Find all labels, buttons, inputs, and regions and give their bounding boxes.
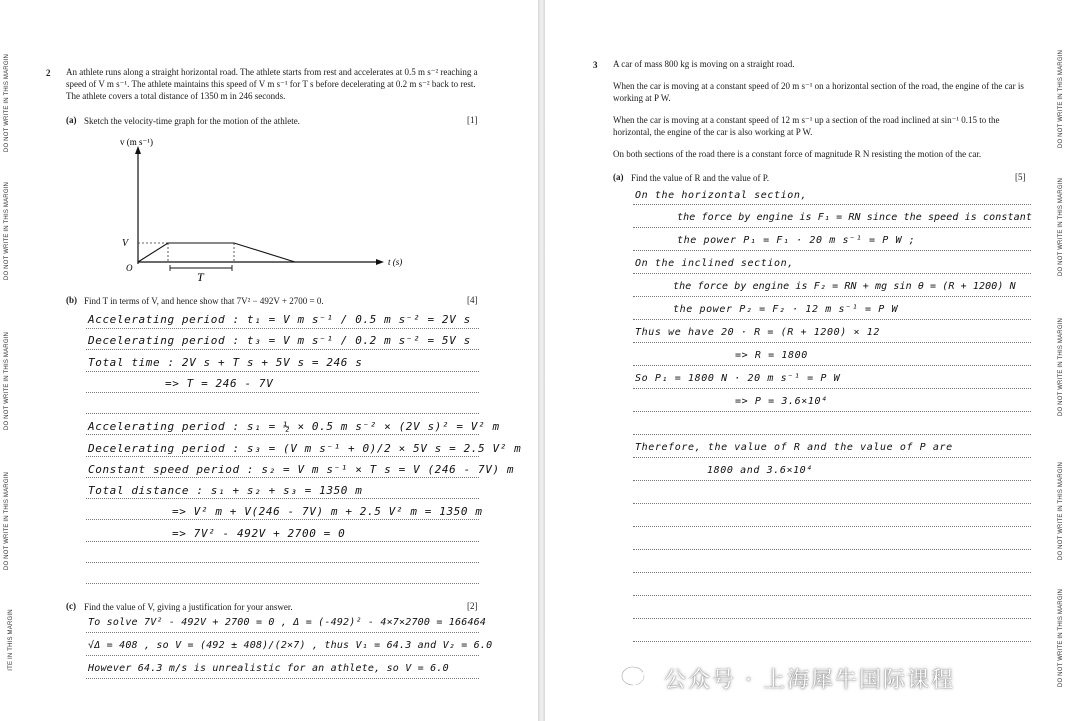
wechat-icon xyxy=(620,664,654,692)
marks: [5] xyxy=(1015,172,1026,182)
velocity-line xyxy=(138,243,295,262)
answer-line: => T = 246 - 7V xyxy=(165,377,274,390)
exam-page-left xyxy=(0,0,538,721)
answer-line: Decelerating period : t₃ = V m s⁻¹ / 0.2 m s⁻² = 5V s xyxy=(88,334,471,347)
page-gutter xyxy=(538,0,545,721)
part-a-text: Sketch the velocity-time graph for the motion of the athlete. xyxy=(84,116,300,126)
answer-line: Therefore, the value of R and the value of P are xyxy=(635,442,953,453)
answer-line: On the horizontal section, xyxy=(635,190,808,201)
x-axis-label: t (s) xyxy=(388,257,403,267)
answer-line: => 7V² - 492V + 2700 = 0 xyxy=(172,527,346,540)
part-a-text: Find the value of R and the value of P. xyxy=(631,173,769,183)
watermark-text: 公众号 · 上海犀牛国际课程 xyxy=(664,667,955,693)
marks: [2] xyxy=(467,601,478,611)
margin-note: DO NOT WRITE IN THIS MARGIN xyxy=(1058,49,1065,149)
part-label: (a) xyxy=(66,115,77,125)
y-axis-arrow xyxy=(135,146,141,154)
answer-line: 1800 and 3.6×10⁴ xyxy=(707,465,813,476)
answer-line: the force by engine is F₂ = RN + mg sin θ = (R + 1200) N xyxy=(673,281,1016,292)
margin-note: DO NOT WRITE IN THIS MARGIN xyxy=(4,331,11,431)
origin-label: O xyxy=(126,263,133,273)
part-c-text: Find the value of V, giving a justification for your answer. xyxy=(84,602,293,612)
answer-line: Thus we have 20 · R = (R + 1200) × 12 xyxy=(635,327,880,338)
t-label: T xyxy=(197,270,204,282)
answer-line: Total time : 2V s + T s + 5V s = 246 s xyxy=(88,356,363,369)
answer-line: Accelerating period : s₁ = ½ × 0.5 m s⁻² × (2V s)² = V² m xyxy=(88,420,500,433)
v-label: V xyxy=(122,238,129,249)
margin-note: DO NOT WRITE IN THIS MARGIN xyxy=(1058,461,1065,561)
answer-line: On the inclined section, xyxy=(635,258,794,269)
answer-line: => R = 1800 xyxy=(735,350,808,361)
margin-note: DO NOT WRITE IN THIS MARGIN xyxy=(1058,177,1065,277)
velocity-time-graph xyxy=(110,132,410,282)
answer-line: To solve 7V² - 492V + 2700 = 0 , Δ = (-492)² - 4×7×2700 = 166464 xyxy=(88,617,487,628)
margin-note: DO NOT WRITE IN THIS MARGIN xyxy=(4,181,11,281)
answer-line: the power P₁ = F₁ · 20 m s⁻¹ = P W ; xyxy=(677,235,916,246)
answer-line: √Δ = 408 , so V = (492 ± 408)/(2×7) , thus V₁ = 64.3 and V₂ = 6.0 xyxy=(88,640,493,651)
watermark xyxy=(620,658,955,698)
part-label: (c) xyxy=(66,601,76,611)
question-text: On both sections of the road there is a constant force of magnitude R N resisting the motion of the car. xyxy=(613,149,982,159)
answer-line: => V² m + V(246 - 7V) m + 2.5 V² m = 1350 m xyxy=(172,505,483,518)
margin-note: DO NOT WRITE IN THIS MARGIN xyxy=(1058,317,1065,417)
answer-line: => P = 3.6×10⁴ xyxy=(735,396,828,407)
y-axis-label: v (m s⁻¹) xyxy=(120,137,153,147)
marks: [4] xyxy=(467,295,478,305)
answer-line: the force by engine is F₁ = RN since the speed is constant xyxy=(677,212,1032,223)
margin-note: DO NOT WRITE IN THIS MARGIN xyxy=(4,471,11,571)
question-text: A car of mass 800 kg is moving on a straight road. xyxy=(613,59,795,69)
answer-line: However 64.3 m/s is unrealistic for an athlete, so V = 6.0 xyxy=(88,663,449,674)
margin-note: DO NOT WRITE IN THIS MARGIN xyxy=(4,53,11,153)
exam-page-right xyxy=(545,0,1080,721)
answer-line: the power P₂ = F₂ · 12 m s⁻¹ = P W xyxy=(673,304,899,315)
part-label: (a) xyxy=(613,172,624,182)
question-number: 2 xyxy=(46,68,51,78)
answer-line: So P₁ = 1800 N · 20 m s⁻¹ = P W xyxy=(635,373,841,384)
part-label: (b) xyxy=(66,295,77,305)
part-b-text: Find T in terms of V, and hence show that 7V² − 492V + 2700 = 0. xyxy=(84,296,324,306)
question-text: When the car is moving at a constant speed of 12 m s⁻¹ up a section of the road inclined at sin⁻¹ 0.15 to the horizontal, the engine of the car is also working at P W. xyxy=(613,115,1000,137)
marks: [1] xyxy=(467,115,478,125)
answer-line: Accelerating period : t₁ = V m s⁻¹ / 0.5 m s⁻² = 2V s xyxy=(88,313,471,326)
x-axis-arrow xyxy=(376,259,384,265)
question-text: An athlete runs along a straight horizontal road. The athlete starts from rest and accelerates at 0.5 m s⁻² reaching a speed of V m s⁻¹. The athlete maintains this speed of V m s⁻¹ for T s before decelerating at 0.2 m s⁻² back to rest. The athlete covers a total distance of 1350 m in 246 seconds. xyxy=(66,67,478,101)
margin-note: ITE IN THIS MARGIN xyxy=(7,609,14,671)
answer-line: Decelerating period : s₃ = (V m s⁻¹ + 0)/2 × 5V s = 2.5 V² m xyxy=(88,442,522,455)
question-text: When the car is moving at a constant speed of 20 m s⁻¹ on a horizontal section of the road, the engine of the car is working at P W. xyxy=(613,81,1024,103)
margin-note: DO NOT WRITE IN THIS MARGIN xyxy=(1058,588,1065,688)
question-number: 3 xyxy=(593,60,598,70)
answer-line: Total distance : s₁ + s₂ + s₃ = 1350 m xyxy=(88,484,363,497)
answer-line: Constant speed period : s₂ = V m s⁻¹ × T s = V (246 - 7V) m xyxy=(88,463,515,476)
